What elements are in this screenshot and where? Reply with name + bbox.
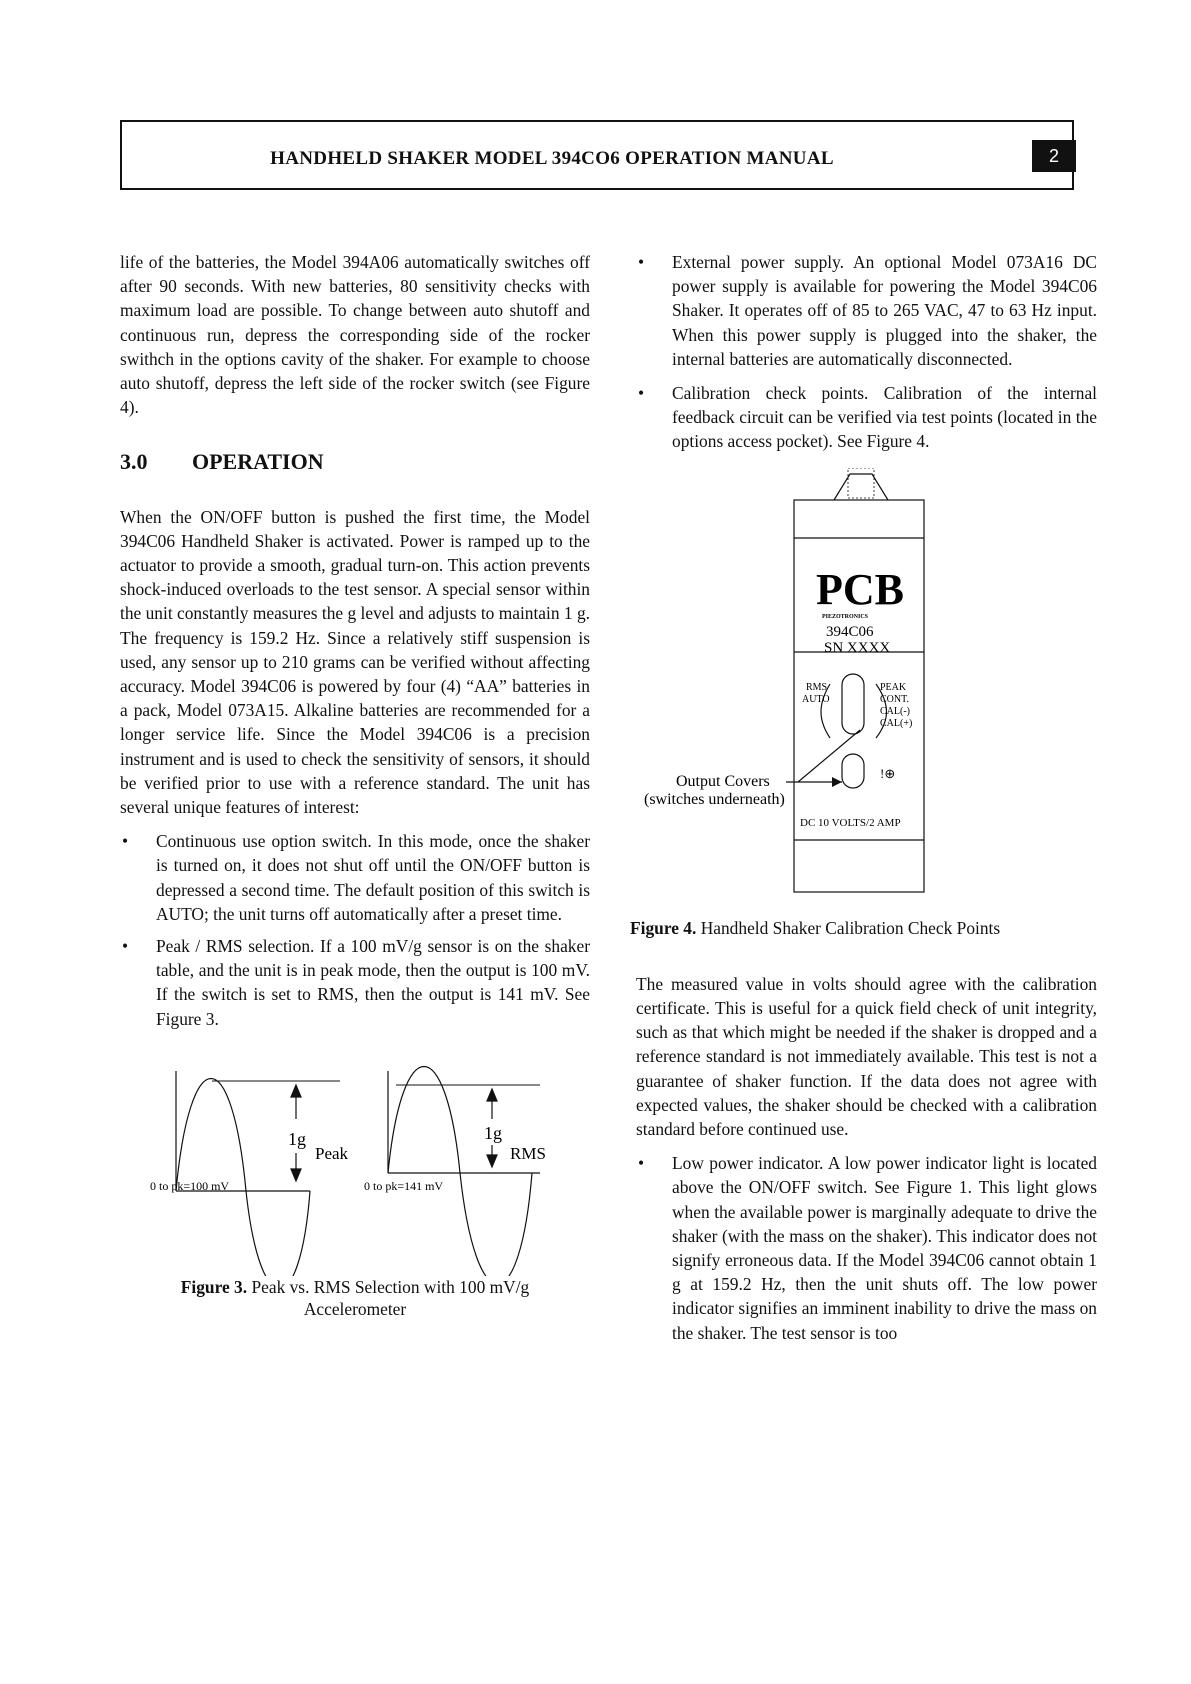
pcb-logo-sub: PIEZOTRONICS	[822, 613, 869, 620]
bullet-text: Calibration check points. Calibration of the internal feedback circuit can be verified via test points (located in the options access pocket). See Figure 4.	[672, 383, 1097, 452]
serial-number: SN XXXX	[824, 639, 891, 656]
rms-switch-label: RMS	[806, 681, 828, 693]
left-column	[120, 250, 590, 1320]
list-item: • Calibration check points. Calibration of the internal feedback circuit can be verified via test points (located in the options access pocket). See Figure 4.	[638, 383, 1097, 452]
figure-3-caption	[120, 1276, 590, 1320]
features-list-continued	[636, 250, 1097, 454]
list-item: • Continuous use option switch. In this mode, once the shaker is turned on, it does not shut off until the ON/OFF button is depressed a second time. The default position of this switch is AUTO; the unit turns off automatically after a preset time.	[122, 831, 590, 924]
peak-label: Peak	[315, 1143, 349, 1163]
pcb-logo: PCB	[816, 564, 904, 614]
figure-4-caption	[630, 916, 1097, 940]
section-number: 3.0	[120, 449, 148, 475]
switches-underneath-label: (switches underneath)	[644, 790, 785, 808]
peak-switch-label: PEAK	[880, 681, 907, 693]
shaker-diagram	[636, 468, 1097, 898]
bullet-text: Peak / RMS selection. If a 100 mV/g sensor is on the shaker table, and the unit is in peak mode, then the output is 100 mV. If the switch is set to RMS, then the output is 141 mV. See Figure 3.	[156, 936, 590, 1029]
caption-text: Handheld Shaker Calibration Check Points	[700, 917, 1001, 938]
rms-label: RMS	[510, 1143, 546, 1163]
bullet-text: Continuous use option switch. In this mode, once the shaker is turned on, it does not shut off until the ON/OFF button is depressed a second time. The default position of this switch is AUTO; the unit turns off automatically after a preset time.	[156, 831, 590, 924]
caption-label: Figure 4.	[630, 917, 697, 938]
peak-amplitude: 1g	[288, 1128, 306, 1149]
test-point-icon: !⊕	[880, 765, 896, 781]
rms-axis-label: 0 to pk=141 mV	[364, 1178, 444, 1193]
measured-value-paragraph: The measured value in volts should agree with the calibration certificate. This is useful for a quick field check of unit integrity, such as that which might be needed if the shaker is dropped and a reference standard is not immediately available. This test is not a guarantee of shaker function. If the data does not agree with expected values, the shaker should be checked with a calibration standard before continued use.	[636, 973, 1097, 1140]
peak-waveform	[176, 1071, 340, 1276]
operation-paragraph: When the ON/OFF button is pushed the first time, the Model 394C06 Handheld Shaker is activated. Power is ramped up to the actuator to provide a smooth, gradual turn-on. This action prevents shock-induced overloads to the test sensor. A special sensor within the unit constantly measures the g level and adjusts to maintain 1 g. The frequency is 159.2 Hz. Since a relatively stiff suspension is used, any sensor up to 210 grams can be verified without affecting accuracy. Model 394C06 is powered by four (4) “AA” batteries in a pack, Model 073A15. Alkaline batteries are recommended for a longer service life. Since the Model 394C06 is a precision instrument and is used to check the sensitivity of sensors, it should be verified prior to use with a reference standard. The unit has several unique features of interest:	[120, 506, 590, 818]
list-item: • Low power indicator. A low power indicator light is located above the ON/OFF switch. See Figure 1. This light glows when the available power is marginally adequate to drive the shaker (with the mass on the shaker). This indicator does not signify erroneous data. If the Model 394C06 cannot obtain 1 g at 159.2 Hz, then the unit shuts off. The low power indicator signifies an imminent inability to drive the mass on the shaker. The test sensor is too	[638, 1153, 1097, 1343]
page-header	[120, 120, 1074, 190]
power-rating-label: DC 10 VOLTS/2 AMP	[800, 816, 901, 829]
connector-outline	[834, 474, 888, 500]
right-column	[630, 250, 1097, 1353]
features-list-bottom	[636, 1151, 1097, 1345]
list-item: • Peak / RMS selection. If a 100 mV/g sensor is on the shaker table, and the unit is in peak mode, then the output is 100 mV. If the switch is set to RMS, then the output is 141 mV. See Figure 3.	[122, 936, 590, 1029]
manual-title: HANDHELD SHAKER MODEL 394CO6 OPERATION MANUAL	[270, 148, 834, 169]
cont-switch-label: CONT.	[880, 693, 909, 705]
figure-4	[636, 468, 1097, 898]
output-covers-label: Output Covers	[676, 772, 770, 790]
caption-label: Figure 3.	[180, 1276, 248, 1297]
figure-3	[120, 1061, 590, 1276]
bullet-text: External power supply. An optional Model 073A16 DC power supply is available for powering the Model 394C06 Shaker. It operates off of 85 to 265 VAC, 47 to 63 Hz input. When this power supply is plugged into the shaker, the internal batteries are automatically disconnected.	[672, 252, 1097, 369]
caption-text: Peak vs. RMS Selection with 100 mV/g Accelerometer	[251, 1276, 530, 1319]
peak-axis-label: 0 to pk=100 mV	[150, 1178, 230, 1193]
intro-paragraph: life of the batteries, the Model 394A06 automatically switches off after 90 seconds. With new batteries, 80 sensitivity checks with maximum load are possible. To change between auto shutoff and continuous run, depress the corresponding side of the rocker swithch in the options cavity of the shaker. For example to choose auto shutoff, depress the left side of the rocker switch (see Figure 4).	[120, 252, 590, 418]
cal-minus-label: CAL(-)	[880, 705, 910, 717]
cal-plus-label: CAL(+)	[880, 717, 913, 729]
features-list	[120, 829, 590, 1031]
list-item: • External power supply. An optional Model 073A16 DC power supply is available for powering the Model 394C06 Shaker. It operates off of 85 to 265 VAC, 47 to 63 Hz input. When this power supply is plugged into the shaker, the internal batteries are automatically disconnected.	[638, 252, 1097, 369]
bullet-text: Low power indicator. A low power indicator light is located above the ON/OFF switch. See Figure 1. This light glows when the available power is marginally adequate to drive the shaker (with the mass on the shaker). This indicator does not signify erroneous data. If the Model 394C06 cannot obtain 1 g at 159.2 Hz, then the unit shuts off. The low power indicator signifies an imminent inability to drive the mass on the shaker. The test sensor is too	[672, 1153, 1097, 1343]
section-title: OPERATION	[192, 449, 324, 475]
rms-amplitude: 1g	[484, 1122, 502, 1143]
peak-rms-diagram	[120, 1061, 590, 1276]
page-number: 2	[1032, 140, 1076, 172]
model-number: 394C06	[826, 623, 874, 640]
rms-waveform	[388, 1066, 540, 1276]
section-heading	[120, 450, 590, 474]
auto-switch-label: AUTO	[802, 693, 830, 705]
